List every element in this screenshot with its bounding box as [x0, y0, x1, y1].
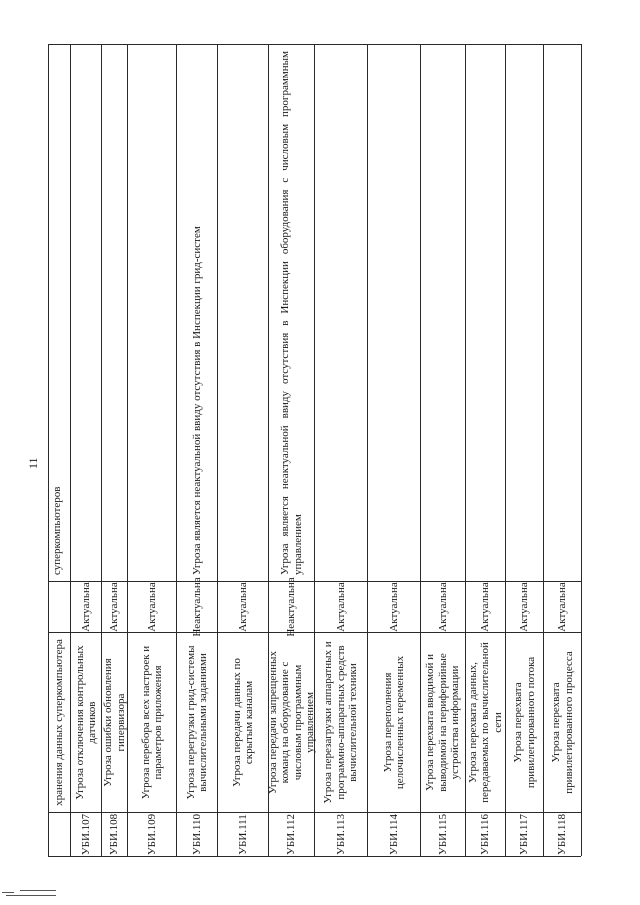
threat-note-cell: Угроза является неактуальной ввиду отсутствия в Инспекции грид-систем	[177, 44, 218, 581]
threat-id-cell: УБИ.111	[218, 812, 269, 856]
threat-id-cell: УБИ.113	[315, 812, 368, 856]
threat-status-cell: Актуальна	[466, 581, 506, 632]
threat-status-cell: Актуальна	[102, 581, 128, 632]
threat-note-cell: Угроза является неактуальной ввиду отсутствия в Инспекции оборудования с числовым программным управлением	[269, 44, 315, 581]
threat-name-cell: Угроза перегрузки грид-системы вычислительными заданиями	[177, 632, 218, 812]
threat-note-cell	[421, 44, 466, 581]
threat-id-cell: УБИ.116	[466, 812, 506, 856]
threat-status-cell: Актуальна	[128, 581, 177, 632]
threat-status-cell: Актуальна	[368, 581, 421, 632]
threat-name-cell: Угроза перехвата вводимой и выводимой на периферийные устройства информации	[421, 632, 466, 812]
threat-status-cell: Актуальна	[218, 581, 269, 632]
threat-name-cell: Угроза передачи запрещенных команд на оборудование с числовым программным управлением	[269, 632, 315, 812]
threat-name-cell: Угроза перебора всех настроек и параметров приложения	[128, 632, 177, 812]
threat-name-cell: хранения данных суперкомпьютера	[49, 632, 71, 812]
threat-name-cell: Угроза передачи данных по скрытым каналам	[218, 632, 269, 812]
threat-status-cell: Неактуальна	[269, 581, 315, 632]
threat-id-cell: УБИ.112	[269, 812, 315, 856]
threat-note-cell	[71, 44, 102, 581]
threat-name-cell: Угроза перезагрузки аппаратных и программно-аппаратных средств вычислительной техники	[315, 632, 368, 812]
threats-table	[48, 44, 581, 857]
threat-name-cell: Угроза отключения контрольных датчиков	[71, 632, 102, 812]
threat-note-cell	[128, 44, 177, 581]
threat-id-cell: УБИ.107	[71, 812, 102, 856]
threat-id-cell: УБИ.117	[506, 812, 544, 856]
threat-status-cell: Актуальна	[506, 581, 544, 632]
threat-status-cell: Актуальна	[544, 581, 582, 632]
threat-id-cell: УБИ.109	[128, 812, 177, 856]
footer-scan-mark	[0, 890, 60, 898]
threat-note-cell	[506, 44, 544, 581]
threat-id-cell: УБИ.108	[102, 812, 128, 856]
threat-name-cell: Угроза ошибки обновления гипервизора	[102, 632, 128, 812]
threat-note-cell	[102, 44, 128, 581]
threat-name-cell: Угроза переполнения целочисленных переменных	[368, 632, 421, 812]
threat-status-cell: Актуальна	[421, 581, 466, 632]
threat-note-cell	[218, 44, 269, 581]
threat-status-cell: Неактуальна	[177, 581, 218, 632]
threat-note-cell	[315, 44, 368, 581]
threat-id-cell: УБИ.115	[421, 812, 466, 856]
threat-note-cell	[466, 44, 506, 581]
threat-name-cell: Угроза перехвата привилегированного потока	[506, 632, 544, 812]
threat-status-cell: Актуальна	[315, 581, 368, 632]
threat-id-cell: УБИ.114	[368, 812, 421, 856]
threat-note-cell	[544, 44, 582, 581]
threat-note-cell	[368, 44, 421, 581]
page-number: 11	[26, 457, 40, 469]
threat-status-cell: Актуальна	[71, 581, 102, 632]
threat-id-cell: УБИ.118	[544, 812, 582, 856]
threat-id-cell	[49, 812, 71, 856]
threat-note-cell: суперкомпьютеров	[49, 44, 71, 581]
threat-id-cell: УБИ.110	[177, 812, 218, 856]
threat-status-cell	[49, 581, 71, 632]
threat-name-cell: Угроза перехвата привилегированного процесса	[544, 632, 582, 812]
threat-name-cell: Угроза перехвата данных, передаваемых по вычислительной сети	[466, 632, 506, 812]
